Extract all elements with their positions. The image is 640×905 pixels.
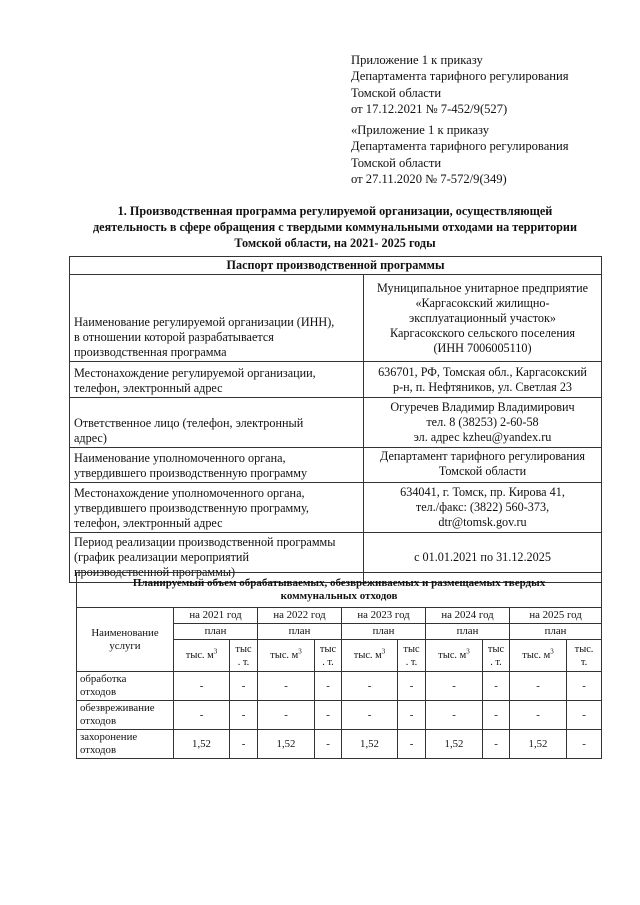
cell-value: 1,52 bbox=[174, 730, 230, 759]
order-line: Томской области bbox=[351, 155, 442, 170]
authority-location-label: Местонахождение уполномоченного органа, утвердившего производственную программу, телефон, электронный адрес bbox=[70, 483, 364, 533]
title-line: Томской области, на 2021- 2025 годы bbox=[234, 236, 436, 250]
row-label: обработка отходов bbox=[77, 672, 174, 701]
cell-value: - bbox=[483, 672, 510, 701]
cell-value: - bbox=[342, 672, 398, 701]
order-line: Томской области bbox=[351, 85, 442, 100]
org-location-value: 636701, РФ, Томская обл., Каргасокский р-н, п. Нефтяников, ул. Светлая 23 bbox=[364, 362, 602, 398]
plan-header: план bbox=[426, 624, 510, 640]
org-name-value: Муниципальное унитарное предприятие «Каргасокский жилищно- эксплуатационный участок» Каргасокского сельского поселения (ИНН 7006005110) bbox=[364, 275, 602, 362]
title-line: 1. Производственная программа регулируемой организации, осуществляющей bbox=[117, 204, 553, 218]
table-row bbox=[70, 362, 602, 398]
cell-value: - bbox=[315, 701, 342, 730]
service-column-header: Наименование услуги bbox=[77, 608, 174, 672]
plan-header: план bbox=[342, 624, 426, 640]
cell-value: - bbox=[567, 672, 602, 701]
org-location-label: Местонахождение регулируемой организации, телефон, электронный адрес bbox=[70, 362, 364, 398]
unit-t-header: тыс . т. bbox=[230, 640, 258, 672]
unit-t-header: тыс . т. bbox=[315, 640, 342, 672]
table-row bbox=[70, 398, 602, 448]
cell-value: - bbox=[398, 730, 426, 759]
period-label: Период реализации производственной программы (график реализации мероприятий производственной программы) bbox=[70, 533, 364, 583]
authority-name-label: Наименование уполномоченного органа, утвердившего производственную программу bbox=[70, 448, 364, 483]
year-header: на 2023 год bbox=[342, 608, 426, 624]
year-header: на 2022 год bbox=[258, 608, 342, 624]
unit-t-header: тыс . т. bbox=[398, 640, 426, 672]
plan-header: план bbox=[258, 624, 342, 640]
order-reference-previous bbox=[351, 122, 621, 187]
order-line: от 17.12.2021 № 7-452/9(527) bbox=[351, 101, 508, 116]
responsible-person-label: Ответственное лицо (телефон, электронный адрес) bbox=[70, 398, 364, 448]
authority-name-value: Департамент тарифного регулирования Томской области bbox=[364, 448, 602, 483]
cell-value: - bbox=[342, 701, 398, 730]
cell-value: - bbox=[426, 701, 483, 730]
cell-value: 1,52 bbox=[258, 730, 315, 759]
unit-t-header: тыс. т. bbox=[567, 640, 602, 672]
unit-m3-header: тыс. $м^3$ bbox=[342, 640, 398, 672]
row-label: захоронение отходов bbox=[77, 730, 174, 759]
responsible-person-value: Огуречев Владимир Владимирович тел. 8 (38253) 2-60-58 эл. адрес kzheu@yandex.ru bbox=[364, 398, 602, 448]
year-header: на 2025 год bbox=[510, 608, 602, 624]
cell-value: 1,52 bbox=[342, 730, 398, 759]
table-row bbox=[77, 701, 602, 730]
cell-value: - bbox=[174, 701, 230, 730]
cell-value: - bbox=[258, 672, 315, 701]
cell-value: - bbox=[426, 672, 483, 701]
title-line: деятельность в сфере обращения с твердыми коммунальными отходами на территории bbox=[93, 220, 577, 234]
authority-location-value: 634041, г. Томск, пр. Кирова 41, тел./факс: (3822) 560-373, dtr@tomsk.gov.ru bbox=[364, 483, 602, 533]
cell-value: - bbox=[510, 701, 567, 730]
order-line: Приложение 1 к приказу bbox=[351, 53, 483, 67]
cell-value: - bbox=[567, 730, 602, 759]
row-label: обезвреживание отходов bbox=[77, 701, 174, 730]
order-reference-current bbox=[351, 52, 621, 117]
cell-value: - bbox=[510, 672, 567, 701]
cell-value: - bbox=[230, 701, 258, 730]
cell-value: - bbox=[230, 672, 258, 701]
plan-header: план bbox=[510, 624, 602, 640]
passport-table bbox=[69, 256, 602, 583]
table-row bbox=[77, 672, 602, 701]
order-line: Департамента тарифного регулирования bbox=[351, 69, 569, 84]
year-header: на 2021 год bbox=[174, 608, 258, 624]
cell-value: 1,52 bbox=[426, 730, 483, 759]
cell-value: - bbox=[398, 701, 426, 730]
cell-value: - bbox=[567, 701, 602, 730]
cell-value: - bbox=[174, 672, 230, 701]
cell-value: - bbox=[315, 672, 342, 701]
table-row bbox=[70, 275, 602, 362]
cell-value: - bbox=[315, 730, 342, 759]
table-row bbox=[70, 448, 602, 483]
unit-t-header: тыс . т. bbox=[483, 640, 510, 672]
cell-value: - bbox=[230, 730, 258, 759]
unit-m3-header: тыс. $м^3$ bbox=[510, 640, 567, 672]
year-header: на 2024 год bbox=[426, 608, 510, 624]
order-line: Департамента тарифного регулирования bbox=[351, 139, 569, 154]
passport-heading: Паспорт производственной программы bbox=[70, 257, 602, 275]
order-line: от 27.11.2020 № 7-572/9(349) bbox=[351, 171, 507, 186]
period-value: с 01.01.2021 по 31.12.2025 bbox=[364, 533, 602, 583]
cell-value: - bbox=[483, 701, 510, 730]
org-name-label: Наименование регулируемой организации (ИНН), в отношении которой разрабатывается производственная программа bbox=[70, 275, 364, 362]
unit-m3-header: тыс. $м^3$ bbox=[258, 640, 315, 672]
unit-m3-header: тыс. $м^3$ bbox=[174, 640, 230, 672]
cell-value: - bbox=[483, 730, 510, 759]
plan-header: план bbox=[174, 624, 258, 640]
table-row bbox=[70, 483, 602, 533]
table-row bbox=[77, 730, 602, 759]
section-title bbox=[70, 203, 600, 251]
cell-value: - bbox=[258, 701, 315, 730]
cell-value: 1,52 bbox=[510, 730, 567, 759]
volume-table-title: Планируемый объем обрабатываемых, обезвреживаемых и размещаемых твердых коммунальных отходов bbox=[77, 573, 602, 608]
waste-volume-table bbox=[76, 572, 602, 759]
order-line: «Приложение 1 к приказу bbox=[351, 123, 490, 137]
cell-value: - bbox=[398, 672, 426, 701]
unit-m3-header: тыс. $м^3$ bbox=[426, 640, 483, 672]
